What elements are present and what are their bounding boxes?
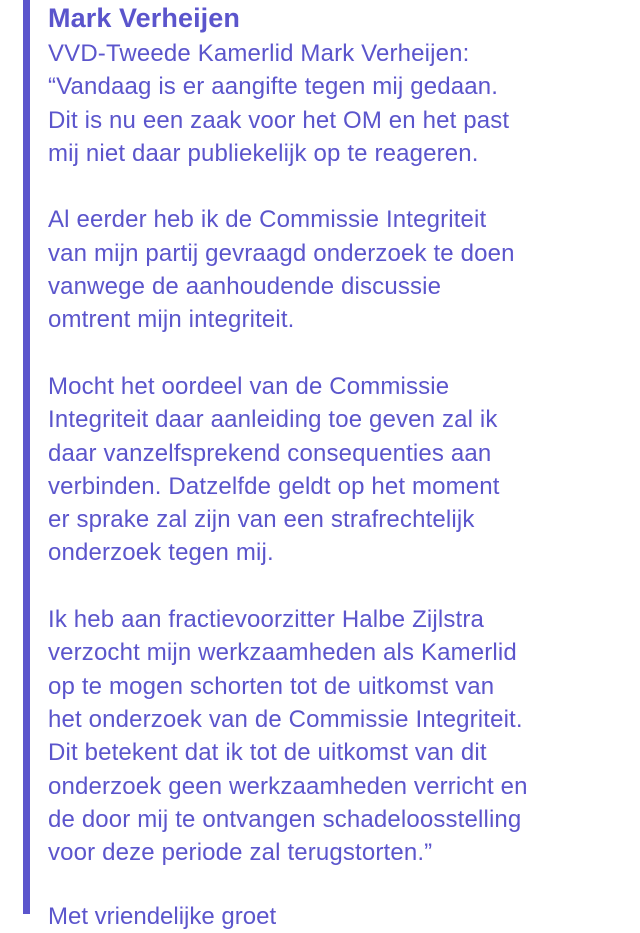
quote-paragraph-1: VVD-Tweede Kamerlid Mark Verheijen: “Vandaag is er aangifte tegen mij gedaan. Dit is nu een zaak voor het OM en het past mij niet daar publiekelijk op te reageren. (48, 40, 510, 167)
quote-cut-off-line: Met vriendelijke groet (48, 903, 277, 930)
quote-bar (23, 0, 30, 914)
quote-paragraph-2: Al eerder heb ik de Commissie Integriteit van mijn partij gevraagd onderzoek te doen vanwege de aanhoudende discussie omtrent mijn integriteit. (48, 206, 515, 334)
quote-author: Mark Verheijen (48, 3, 240, 33)
quote-paragraph-3: Mocht het oordeel van de Commissie Integriteit daar aanleiding toe geven zal ik daar vanzelfsprekend consequenties aan verbinden. Datzelfde geldt op het moment er sprake zal zijn van een strafrechtelijk onderzoek tegen mij. (48, 372, 500, 567)
quote-paragraph-4: Ik heb aan fractievoorzitter Halbe Zijlstra verzocht mijn werkzaamheden als Kamerlid op te mogen schorten tot de uitkomst van het onderzoek van de Commissie Integriteit. Dit betekent dat ik tot de uitkomst van dit onderzoek geen werkzaamheden verricht en de door mij te ontvangen schadeloosstelling voor deze periode zal terugstorten.” (48, 606, 528, 867)
quote-block (48, 0, 628, 903)
